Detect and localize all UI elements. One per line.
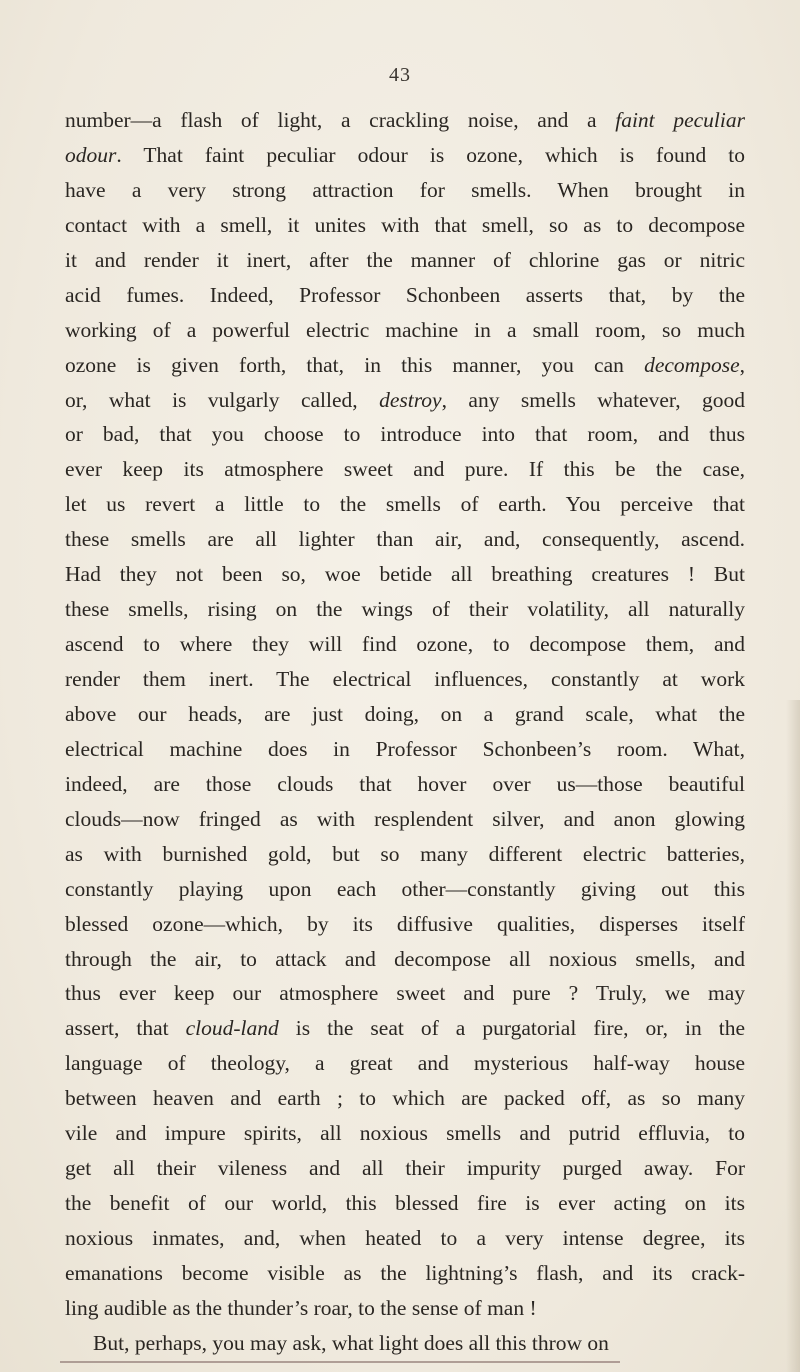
text-line xyxy=(65,417,745,452)
text-span: vile and impure spirits, all noxious smells and putrid effluvia, to xyxy=(65,1121,745,1146)
page-edge-shadow xyxy=(786,700,800,1372)
text-span: above our heads, are just doing, on a grand scale, what the xyxy=(65,701,745,726)
text-line xyxy=(65,487,745,522)
text-line xyxy=(65,872,745,907)
text-span: ever keep its atmosphere sweet and pure. If this be the case, xyxy=(65,457,745,482)
text-line xyxy=(65,1186,745,1221)
text-span: blessed ozone—which, by its diffusive qualities, disperses itself xyxy=(65,911,745,936)
text-line xyxy=(65,348,745,383)
text-span: . That faint peculiar odour is ozone, which is found to xyxy=(116,142,745,167)
page-number: 43 xyxy=(389,64,411,86)
text-span: render them inert. The electrical influences, constantly at work xyxy=(65,667,745,691)
text-line xyxy=(65,208,745,243)
text-line xyxy=(65,452,745,487)
text-span: these smells are all lighter than air, and, consequently, ascend. xyxy=(65,527,745,552)
text-line xyxy=(65,313,745,348)
text-span: contact with a smell, it unites with that smell, so as to decompose xyxy=(65,212,745,237)
italic-text: destroy xyxy=(379,387,442,412)
italic-text: faint peculiar xyxy=(615,108,745,132)
text-line xyxy=(65,1081,745,1116)
text-line xyxy=(65,138,745,173)
italic-text: decompose xyxy=(644,352,740,377)
text-line xyxy=(65,557,745,592)
text-line xyxy=(65,732,745,767)
text-span: emanations become visible as the lightning’s flash, and its crack- xyxy=(65,1260,745,1285)
text-span: number—a flash of light, a crackling noise, and a xyxy=(65,108,616,132)
italic-text: cloud-land xyxy=(185,1016,279,1041)
text-span: acid fumes. Indeed, Professor Schonbeen asserts that, by the xyxy=(65,282,745,307)
body-text xyxy=(65,103,745,1361)
text-line xyxy=(65,1011,745,1046)
text-span: have a very strong attraction for smells. When brought in xyxy=(65,177,745,202)
text-line xyxy=(65,837,745,872)
text-line xyxy=(65,662,745,697)
text-line xyxy=(65,1256,745,1291)
text-line xyxy=(65,1326,745,1361)
text-span: through the air, to attack and decompose all noxious smells, and xyxy=(65,946,745,971)
text-span: language of theology, a great and mysterious half-way house xyxy=(65,1051,745,1076)
text-line xyxy=(65,1046,745,1081)
text-line xyxy=(65,697,745,732)
text-span: constantly playing upon each other—constantly giving out this xyxy=(65,876,745,901)
text-line xyxy=(65,1291,745,1326)
text-line xyxy=(65,767,745,802)
text-span: between heaven and earth ; to which are packed off, as so many xyxy=(65,1086,745,1111)
text-line xyxy=(65,103,745,138)
text-span: noxious inmates, and, when heated to a very intense degree, its xyxy=(65,1226,745,1250)
text-span: Had they not been so, woe betide all breathing creatures ! But xyxy=(65,562,745,587)
text-span: let us revert a little to the smells of earth. You perceive that xyxy=(65,492,745,517)
text-span: these smells, rising on the wings of their volatility, all naturally xyxy=(65,597,745,622)
italic-text: odour xyxy=(65,142,117,167)
text-line xyxy=(65,802,745,837)
text-span: indeed, are those clouds that hover over us—those beautiful xyxy=(65,771,745,796)
text-span: , xyxy=(739,352,745,377)
text-span: , any smells whatever, good xyxy=(441,387,745,412)
text-line xyxy=(65,243,745,278)
text-span: ascend to where they will find ozone, to decompose them, and xyxy=(65,632,745,657)
text-line xyxy=(65,173,745,208)
text-span: working of a powerful electric machine in a small room, so much xyxy=(65,317,745,342)
text-line xyxy=(65,278,745,313)
text-span: clouds—now fringed as with resplendent silver, and anon glowing xyxy=(65,806,745,831)
text-line xyxy=(65,907,745,942)
text-span: the benefit of our world, this blessed fire is ever acting on its xyxy=(65,1191,745,1216)
text-span: ling audible as the thunder’s roar, to the sense of man ! xyxy=(65,1295,537,1320)
text-line xyxy=(65,1221,745,1256)
bottom-rule xyxy=(60,1361,620,1363)
text-span: But, perhaps, you may ask, what light does all this throw on xyxy=(93,1330,609,1355)
text-line xyxy=(65,976,745,1011)
text-span: is the seat of a purgatorial fire, or, in the xyxy=(278,1016,745,1041)
text-span: assert, that xyxy=(65,1016,186,1041)
text-line xyxy=(65,942,745,977)
text-span: or bad, that you choose to introduce into that room, and thus xyxy=(65,422,745,447)
text-span: it and render it inert, after the manner of chlorine gas or nitric xyxy=(65,247,745,272)
text-span: electrical machine does in Professor Schonbeen’s room. What, xyxy=(65,736,745,761)
text-line xyxy=(65,522,745,557)
text-line xyxy=(65,592,745,627)
text-line xyxy=(65,627,745,662)
text-span: as with burnished gold, but so many different electric batteries, xyxy=(65,841,745,866)
text-span: ozone is given forth, that, in this manner, you can xyxy=(65,352,645,377)
text-line xyxy=(65,1151,745,1186)
text-span: or, what is vulgarly called, xyxy=(65,387,380,412)
text-line xyxy=(65,383,745,418)
text-span: get all their vileness and all their impurity purged away. For xyxy=(65,1156,745,1181)
text-span: thus ever keep our atmosphere sweet and pure ? Truly, we may xyxy=(65,981,745,1006)
text-line xyxy=(65,1116,745,1151)
